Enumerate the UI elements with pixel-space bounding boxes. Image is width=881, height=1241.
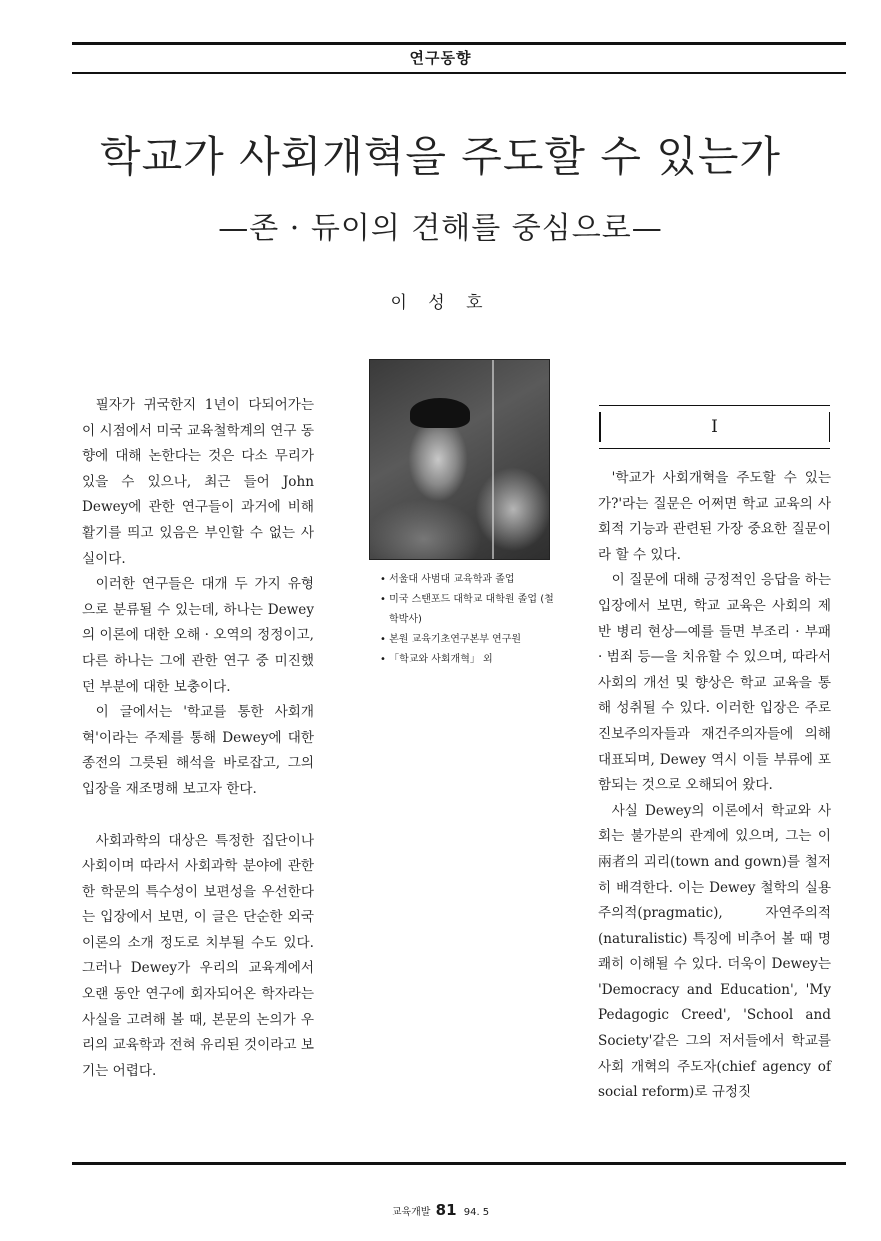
bottom-rule: [72, 1162, 846, 1165]
article-subtitle: —존 · 듀이의 견해를 중심으로—: [218, 211, 663, 246]
photo-crease: [492, 360, 494, 559]
body-column-right: [598, 466, 831, 1106]
header-bottom-rule: [72, 72, 846, 74]
author-bio: [380, 570, 555, 670]
paragraph: 사실 Dewey의 이론에서 학교와 사회는 불가분의 관계에 있으며, 그는 이 兩者의 괴리(town and gown)를 철저히 배격한다. 이는 Dewey 철학의 실용주의적(pragmatic), 자연주의적(naturalistic) 특징에 비추어 볼 때 명쾌히 이해될 수 있다. 더욱이 Dewey는 'Democracy and Education', 'My Pedagogic Creed', 'School and Society'같은 그의 저서들에서 학교를 사회 개혁의 주도자(chief agency of social reform)로 규정짓: [598, 802, 831, 1101]
publication-name: 교육개발: [391, 1207, 431, 1218]
article-title: 학교가 사회개혁을 주도할 수 있는가: [100, 132, 781, 181]
paragraph: 사회과학의 대상은 특정한 집단이나 사회이며 따라서 사회과학 분야에 관한 한 학문의 특수성이 보편성을 우선한다는 입장에서 보면, 이 글은 단순한 외국이론의 소개 정도로 치부될 수도 있다. 그러나 Dewey가 우리의 교육계에서 오랜 동안 연구에 회자되어온 학자라는 사실을 고려해 볼 때, 본문의 논의가 우리의 교육학과 전혀 유리된 것이라고 보기는 어렵다.: [82, 832, 314, 1079]
page-footer: [0, 1201, 881, 1219]
paragraph: 필자가 귀국한지 1년이 다되어가는 이 시점에서 미국 교육철학계의 연구 동향에 대해 논한다는 것은 다소 무리가 있을 수 있으나, 최근 들어 John Dewey에 관한 연구들이 과거에 비해 활기를 띄고 있음은 부인할 수 없는 사실이다.: [82, 397, 314, 567]
section-heading-box: [599, 405, 830, 449]
section-numeral: I: [711, 417, 718, 437]
author-photo: [369, 359, 550, 560]
bio-item: • 서울대 사범대 교육학과 졸업: [380, 574, 515, 585]
paragraph: 이러한 연구들은 대개 두 가지 유형으로 분류될 수 있는데, 하나는 Dewey의 이론에 대한 오해 · 오역의 정정이고, 다른 하나는 그에 관한 연구 중 미진했던 부분에 대한 보충이다.: [82, 576, 314, 695]
author-name: 이 성 호: [390, 293, 491, 313]
bio-item: • 본원 교육기초연구본부 연구원: [380, 634, 522, 645]
section-label: 연구동향: [409, 49, 472, 67]
issue-date: 94. 5: [463, 1207, 490, 1218]
top-rule: [72, 42, 846, 45]
paragraph: 이 글에서는 '학교를 통한 사회개혁'이라는 주제를 통해 Dewey에 대한 종전의 그릇된 해석을 바로잡고, 그의 입장을 재조명해 보고자 한다.: [82, 704, 314, 797]
bio-item: • 「학교와 사회개혁」 외: [380, 654, 493, 665]
bio-item: • 미국 스탠포드 대학교 대학원 졸업 (철학박사): [380, 594, 554, 625]
body-column-left: [82, 393, 314, 1084]
paragraph: 이 질문에 대해 긍정적인 응답을 하는 입장에서 보면, 학교 교육은 사회의 제반 병리 현상—예를 들면 부조리 · 부패 · 범죄 등—을 치유할 수 있으며, 따라서 사회의 개선 및 향상은 학교 교육을 통해 성취될 수 있다. 이러한 입장은 주로 진보주의자들과 재건주의자들에 의해 대표되며, Dewey 역시 이들 부류에 포함되는 것으로 오해되어 왔다.: [598, 572, 831, 794]
photo-detail: [410, 398, 470, 428]
paragraph: '학교가 사회개혁을 주도할 수 있는가?'라는 질문은 어쩌면 학교 교육의 사회적 기능과 관련된 가장 중요한 질문이라 할 수 있다.: [598, 470, 831, 563]
page-number: 81: [435, 1201, 457, 1219]
